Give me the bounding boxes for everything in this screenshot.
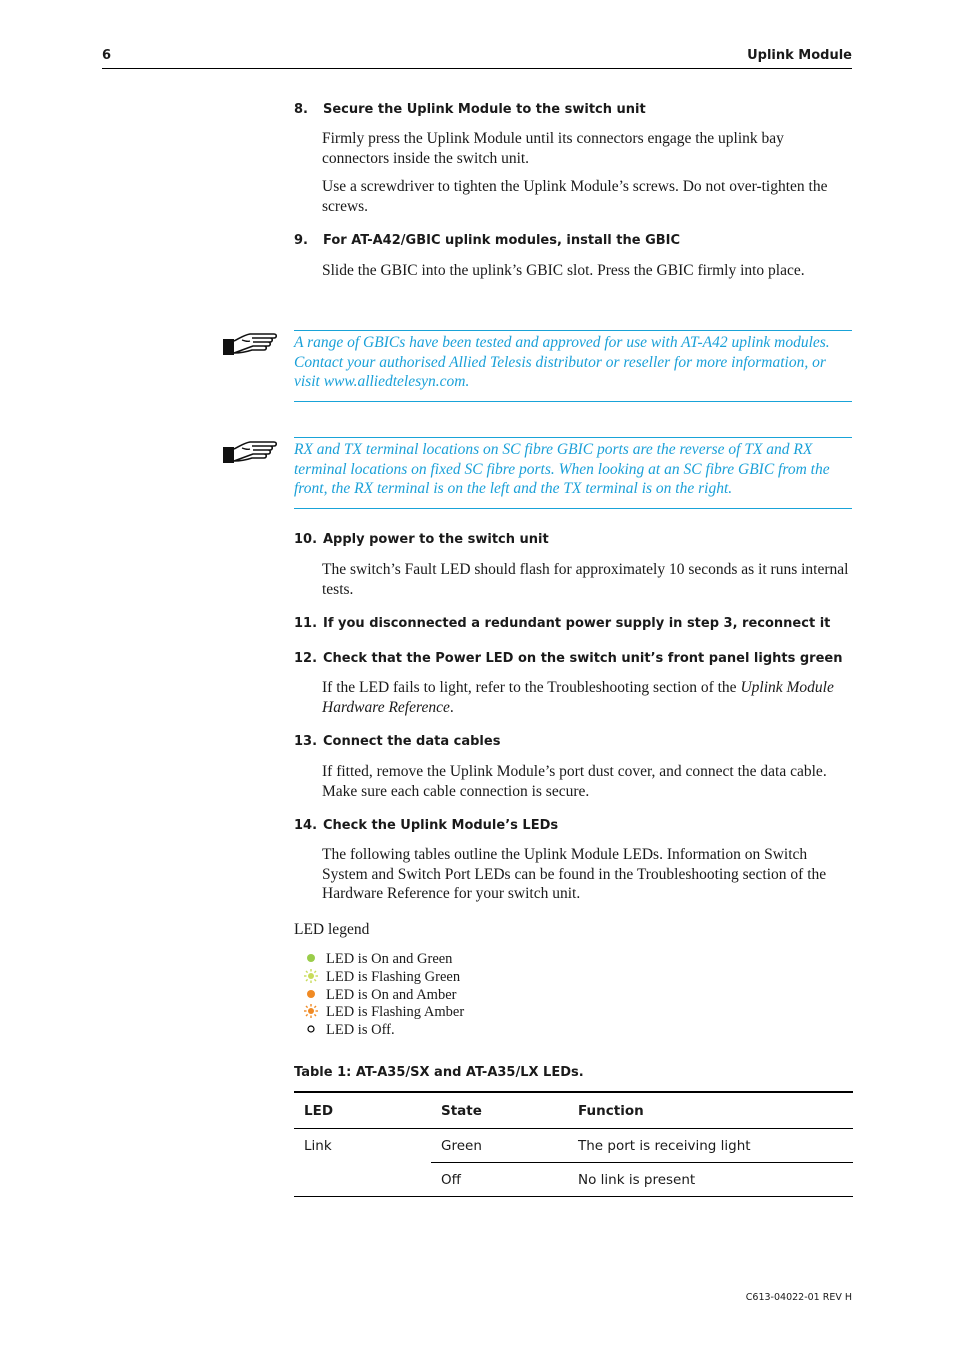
legend-title: LED legend: [294, 921, 370, 938]
step-heading: [294, 616, 830, 631]
legend-item: LED is On and Amber: [303, 987, 456, 1004]
step-paragraph: Firmly press the Uplink Module until its connectors engage the uplink bay connectors inside the switch unit.: [322, 130, 784, 167]
legend-item: LED is On and Green: [303, 951, 452, 968]
green-led-icon: [303, 951, 326, 965]
step-heading: [294, 233, 680, 248]
pointing-hand-icon: [222, 331, 278, 357]
table-cell: Link: [304, 1137, 332, 1154]
running-title: Uplink Module: [747, 48, 852, 63]
legend-item: LED is Flashing Amber: [303, 1004, 464, 1021]
step-number: 13.: [294, 734, 318, 749]
pointing-hand-icon: [222, 439, 278, 465]
step-title: For AT-A42/GBIC uplink modules, install the GBIC: [323, 233, 681, 248]
step-heading: [294, 102, 646, 117]
table-cell: Off: [441, 1171, 461, 1188]
table-cell: The port is receiving light: [568, 1129, 853, 1163]
table-caption: Table 1: AT-A35/SX and AT-A35/LX LEDs.: [294, 1065, 584, 1080]
step-paragraph: The following tables outline the Uplink Module LEDs. Information on Switch System and Switch Port LEDs can be found in the Troubleshooting section of the Hardware Reference for your switch unit.: [322, 846, 827, 902]
step-title: Connect the data cables: [323, 734, 501, 749]
legend-item: LED is Flashing Green: [303, 969, 460, 986]
step-heading: [294, 651, 842, 666]
flashing-green-led-icon: [303, 969, 326, 983]
step-number: 14.: [294, 818, 318, 833]
note-box: [294, 330, 852, 402]
step-title: If you disconnected a redundant power supply in step 3, reconnect it: [323, 616, 831, 631]
amber-led-icon: [303, 987, 326, 1001]
step-number: 12.: [294, 651, 318, 666]
column-header-led: LED: [304, 1102, 334, 1119]
led-table: [294, 1091, 853, 1197]
step-heading: [294, 818, 558, 833]
step-title: Secure the Uplink Module to the switch unit: [323, 102, 646, 117]
step-number: 9.: [294, 233, 308, 248]
table-row: [294, 1163, 853, 1197]
table-header-row: [294, 1092, 853, 1129]
document-title: Uplink Module Hardware Reference: [322, 679, 834, 716]
step-heading: [294, 532, 549, 547]
flashing-amber-led-icon: [303, 1004, 326, 1018]
step-paragraph: Slide the GBIC into the uplink’s GBIC slot. Press the GBIC firmly into place.: [322, 262, 805, 279]
page-header: [102, 48, 852, 69]
column-header-function: Function: [578, 1102, 644, 1119]
step-title: Apply power to the switch unit: [323, 532, 549, 547]
step-paragraph: The switch’s Fault LED should flash for approximately 10 seconds as it runs internal tests.: [322, 561, 849, 598]
note-text: A range of GBICs have been tested and approved for use with AT-A42 uplink modules. Contact your authorised Allied Telesis distributor or reseller for more information, or visit www.alliedtelesyn.com.: [294, 334, 830, 390]
step-number: 11.: [294, 616, 318, 631]
step-heading: [294, 734, 500, 749]
step-title: Check that the Power LED on the switch unit’s front panel lights green: [323, 651, 843, 666]
document-id: C613-04022-01 REV H: [745, 1292, 852, 1303]
table-cell: [294, 1163, 431, 1197]
note-box: [294, 437, 852, 509]
table-cell: Green: [431, 1129, 568, 1163]
legend-item: LED is Off.: [303, 1022, 395, 1039]
step-number: 10.: [294, 532, 318, 547]
step-number: 8.: [294, 102, 308, 117]
step-title: Check the Uplink Module’s LEDs: [323, 818, 559, 833]
table-row: [294, 1129, 853, 1163]
column-header-state: State: [441, 1102, 482, 1119]
page-number: 6: [102, 48, 112, 63]
led-off-icon: [303, 1022, 326, 1036]
step-paragraph: Use a screwdriver to tighten the Uplink Module’s screws. Do not over-tighten the screws.: [322, 178, 828, 215]
note-text: RX and TX terminal locations on SC fibre GBIC ports are the reverse of TX and RX terminal locations on fixed SC fibre ports. When looking at an SC fibre GBIC from the front, the RX terminal is on the left and the TX terminal is on the right.: [294, 441, 830, 497]
step-paragraph: If fitted, remove the Uplink Module’s port dust cover, and connect the data cable. Make sure each cable connection is secure.: [322, 763, 827, 800]
table-cell: No link is present: [578, 1171, 696, 1188]
step-paragraph: If the LED fails to light, refer to the Troubleshooting section of the Uplink Module Hardware Reference.: [322, 679, 834, 716]
